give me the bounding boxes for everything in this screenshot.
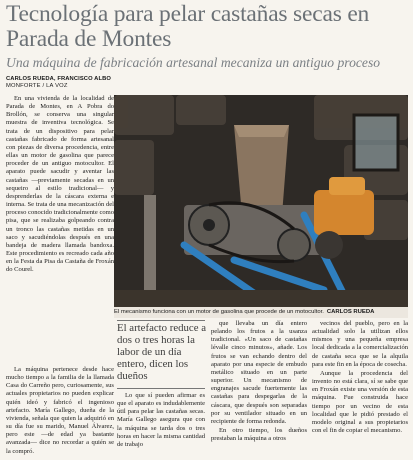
article-column-1-top xyxy=(6,95,114,274)
byline xyxy=(6,76,114,89)
pullquote: El artefacto reduce a dos o tres horas la labor de un día entero, dicen los dueños xyxy=(117,322,207,382)
article-photo xyxy=(114,95,408,307)
headline: Tecnología para pelar castañas secas en Parada de Montes xyxy=(6,1,370,52)
article-column-2 xyxy=(117,392,205,449)
paragraph: que llevaba un día entero pelando los frutos a la usanza tradicional. «Un saco de castañas lévalle cinco minutos», añade. Los frutos se van echando dentro del aparato por una especie de embudo metálico situado en un parte superior. Un mecanismo de engranajes sacude fuertemente las castañas para despegarlas de la cáscara, que después son separadas por su ventilador situado en un recipiente de forma redonda. xyxy=(211,320,307,425)
byline-authors: CARLOS RUEDA, FRANCISCO ALBO xyxy=(6,76,111,82)
paragraph: Lo que sí pueden afirmar es que el aparato es indudablemente útil para pelar las castañas secas. María Gallego asegura que con la máquina se tarda dos o tres horas en hacer la misma cantidad de trabajo xyxy=(117,392,205,448)
paragraph: La máquina pertenece desde hace mucho tiempo a la familia de la llamada Casa do Carreño pero, curiosamente, sus actuales propietarios no pueden explicar quién ideó y fabricó el ingenioso artefacto. María Gallego, dueña de la vivienda, señala que quien la adquirió en su día fue su marido, Manuel Álvarez, pero este —de edad ya bastante avanzada— dice no recordar a quién se la compró. xyxy=(6,366,114,455)
paragraph: En otro tiempo, los dueños prestaban la máquina a otros xyxy=(211,427,307,443)
caption-text: El mecanismo funciona con un motor de gasolina que procede de un motocultor. xyxy=(114,309,324,315)
paragraph: Aunque la procedencia del invento no está clara, sí se sabe que en Froxán existe una versión de esta máquina. Fue construida hace tiempo por un vecino de esta localidad que le pidió prestado el modelo original a sus propietarios con el fin de copiar el mecanismo. xyxy=(312,369,408,435)
article-column-4 xyxy=(312,320,408,435)
photo-caption xyxy=(114,307,408,318)
machine-photo-illustration xyxy=(114,95,408,307)
article-column-1-bottom xyxy=(6,366,114,456)
pullquote-rule-bottom xyxy=(117,388,205,389)
byline-place: MONFORTE / LA VOZ xyxy=(6,83,68,89)
article-column-3 xyxy=(211,320,307,443)
photo-credit: CARLOS RUEDA xyxy=(326,309,375,315)
subheadline: Una máquina de fabricación artesanal mecaniza un antiguo proceso xyxy=(6,55,381,70)
paragraph: En una vivienda de la localidad de Parada de Montes, en A Pobra do Brollón, se conserva una singular muestra de inventiva tecnológica. Se trata de un dispositivo para pelar castañas fabricado de forma artesanal con piezas de diversa procedencia, entre ellas un motor de gasolina que parece proceder de un antiguo motocultor. El aparato puede sacudir y aventar las castañas —previamente secadas en un sequeiro al estilo tradicional— y desprenderlas de la cáscara externa e interna. Se trata de una mecanización del proceso conocido tradicionalmente como pisa, que se realizaba golpeando contra un tronco las castañas metidas en un saco y sacudiéndolas después en una bandeja de madera llamada bandoxa. Este procedimiento es recreado cada año en la Festa da Pisa da Castaña de Froxán do Courel. xyxy=(6,95,114,274)
paragraph: vecinos del pueblo, pero en la actualidad solo la utilizan ellos mismos y una pequeña empresa local dedicada a la comercialización de castaña seca que se la alquila para este fin en la época de cosecha. xyxy=(312,320,408,368)
pullquote-rule-top xyxy=(117,320,205,321)
